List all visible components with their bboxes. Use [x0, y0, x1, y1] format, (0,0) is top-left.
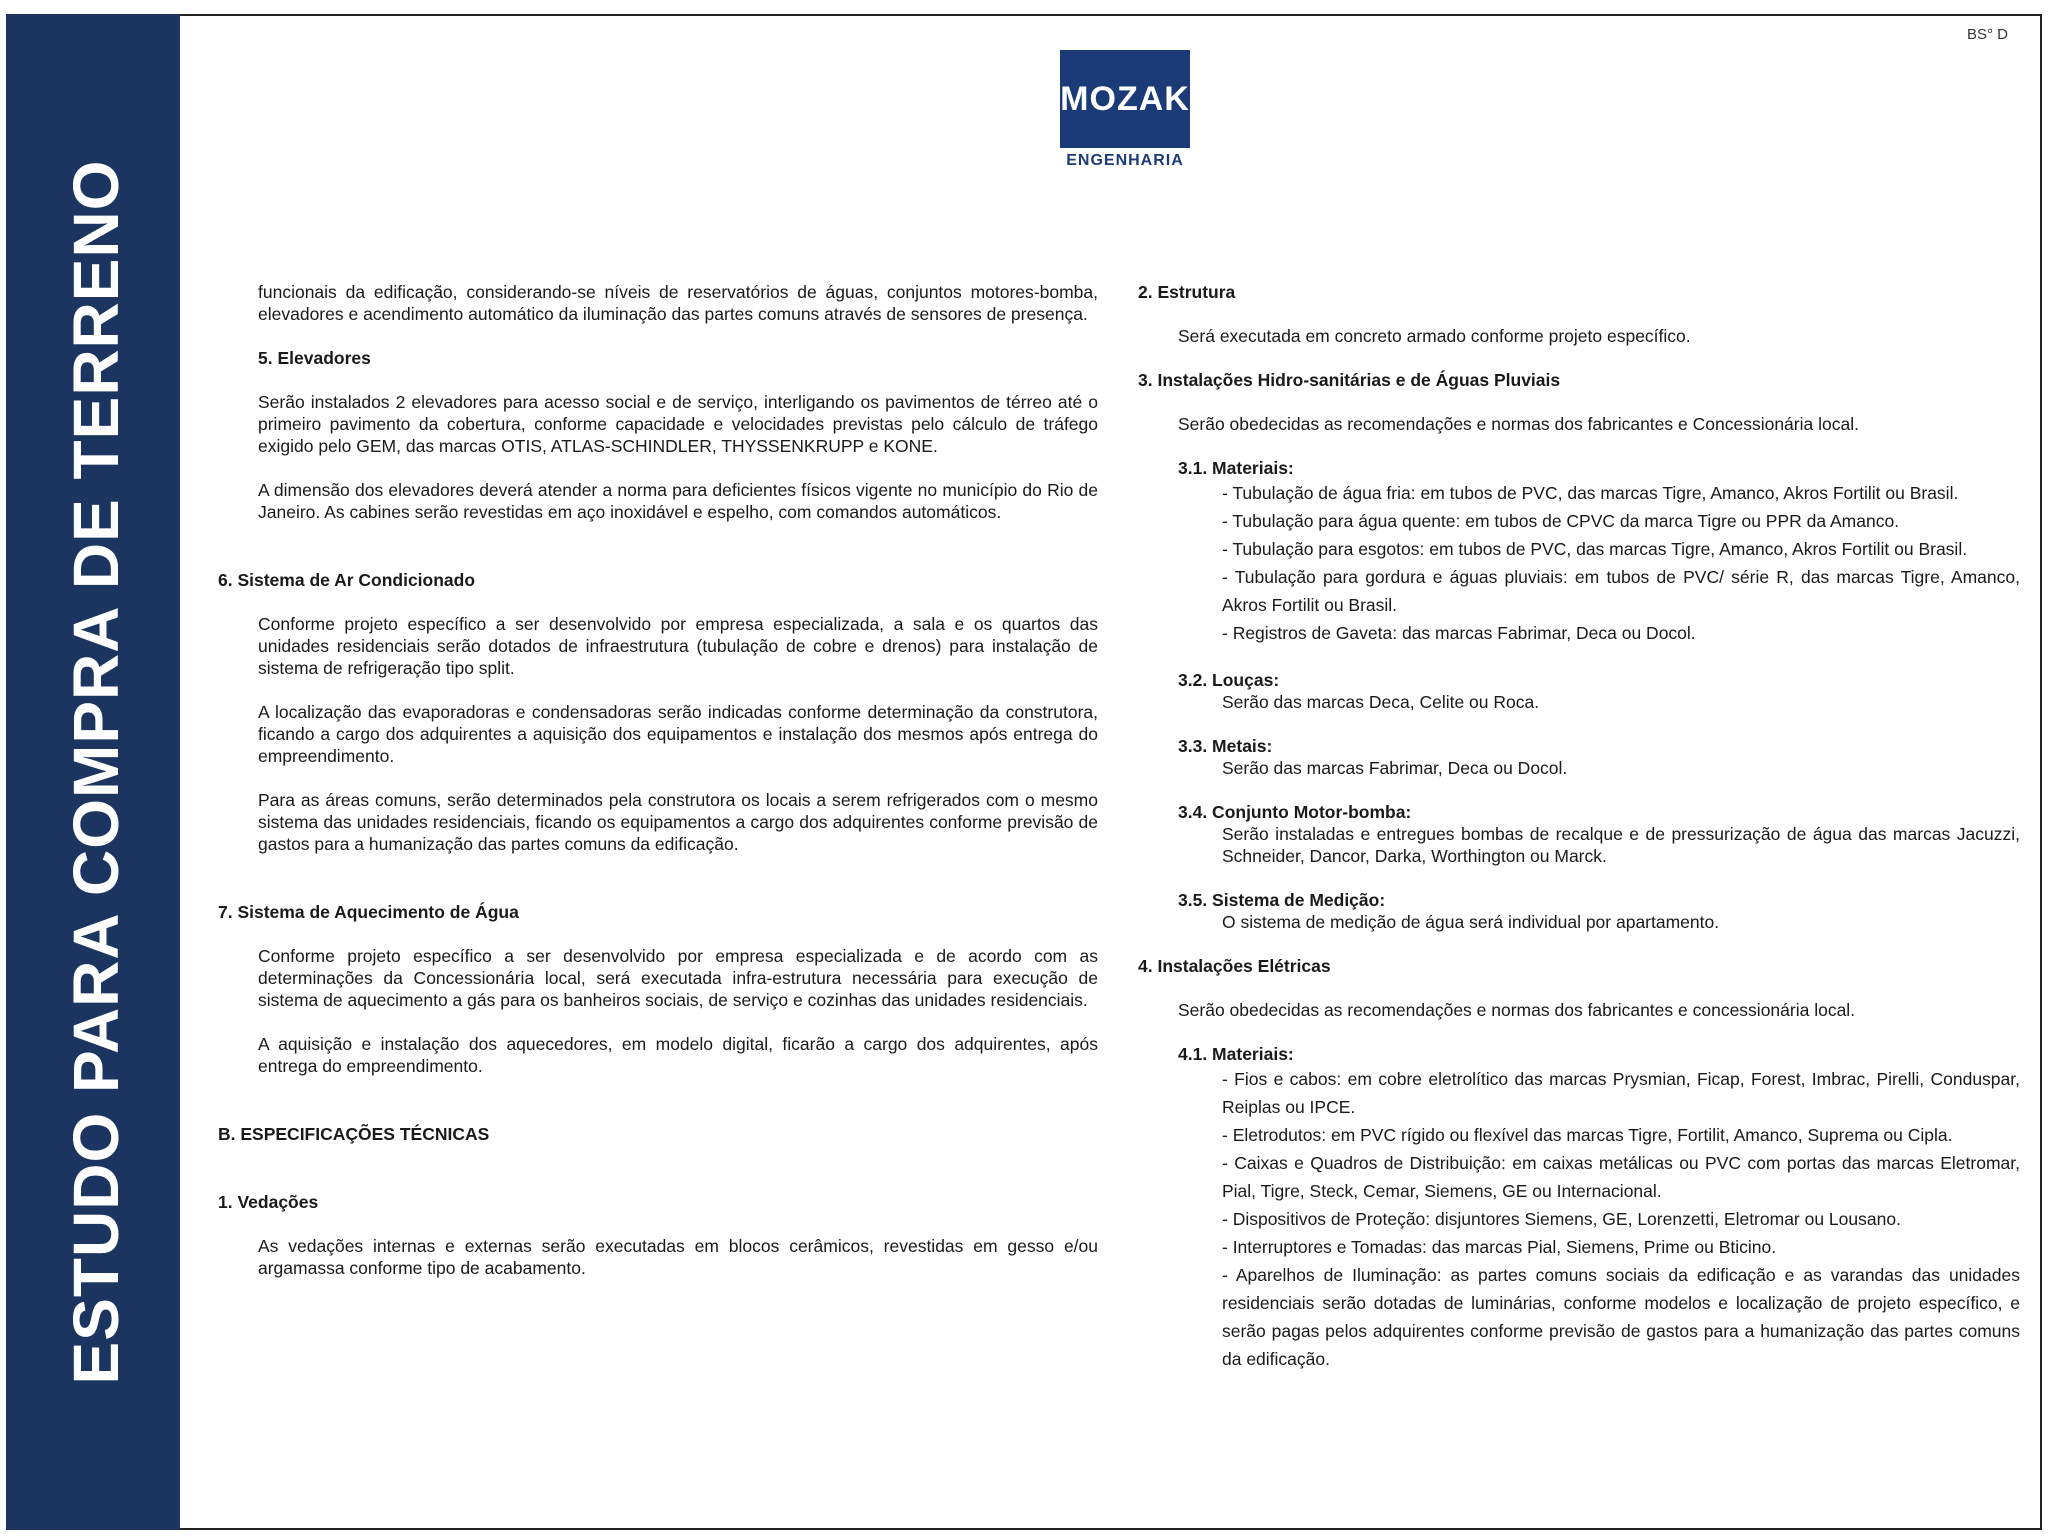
section-eletricas-title: 4. Instalações Elétricas — [1138, 956, 1331, 976]
intro-paragraph: funcionais da edificação, considerando-se níveis de reservatórios de águas, conjuntos motores-bomba, elevadores e acendimento automático da iluminação das partes comuns através de sensores de presença. — [258, 282, 1098, 324]
list-item: - Aparelhos de Iluminação: as partes comuns sociais da edificação e as varandas das unidades residenciais serão dotadas de luminárias, conforme modelos e localização de projeto específico, e serão pagas pelos adquirentes conforme previsão de gastos para a humanização das partes comuns da edificação. — [1222, 1265, 2020, 1369]
metais-title: 3.3. Metais: — [1178, 736, 1273, 756]
motor-bomba-title: 3.4. Conjunto Motor-bomba: — [1178, 802, 1412, 822]
hidro-sanitarias-paragraph: Serão obedecidas as recomendações e normas dos fabricantes e Concessionária local. — [1178, 414, 1859, 434]
logo-mark: MOZAK — [1060, 50, 1190, 148]
materiais-eletricos-list — [1138, 1065, 2020, 1373]
section-hidro-sanitarias-title: 3. Instalações Hidro-sanitárias e de Águas Pluviais — [1138, 370, 1561, 390]
materiais-hidro-title: 3.1. Materiais: — [1178, 458, 1294, 478]
medicao-text: O sistema de medição de água será individual por apartamento. — [1222, 912, 1720, 932]
list-item: - Registros de Gaveta: das marcas Fabrimar, Deca ou Docol. — [1222, 623, 1696, 643]
document-code: BS° D — [1966, 26, 2008, 43]
logo-subtitle: ENGENHARIA — [1066, 152, 1184, 169]
list-item: - Tubulação para esgotos: em tubos de PVC, das marcas Tigre, Amanco, Akros Fortilit ou Brasil. — [1222, 539, 1968, 559]
ar-condicionado-paragraph-2: A localização das evaporadoras e condensadoras serão indicadas conforme determinação da construtora, ficando a cargo dos adquirentes a aquisição dos equipamentos e instalação dos mesmos após entrega do empreendimento. — [258, 702, 1098, 766]
list-item: - Caixas e Quadros de Distribuição: em caixas metálicas ou PVC com portas das marcas Eletromar, Pial, Tigre, Steck, Cemar, Siemens, GE ou Internacional. — [1222, 1153, 2020, 1201]
list-item: - Tubulação para água quente: em tubos de CPVC da marca Tigre ou PPR da Amanco. — [1222, 511, 1900, 531]
section-ar-condicionado-title: 6. Sistema de Ar Condicionado — [218, 570, 476, 590]
list-item: - Fios e cabos: em cobre eletrolítico das marcas Prysmian, Ficap, Forest, Imbrac, Pirelli, Conduspar, Reiplas ou IPCE. — [1222, 1069, 2020, 1117]
section-aquecimento-title: 7. Sistema de Aquecimento de Água — [218, 902, 519, 922]
sidebar-title: ESTUDO PARA COMPRA DE TERRENO — [60, 159, 132, 1385]
list-item: - Interruptores e Tomadas: das marcas Pial, Siemens, Prime ou Bticino. — [1222, 1237, 1777, 1257]
elevadores-paragraph-2: A dimensão dos elevadores deverá atender a norma para deficientes físicos vigente no município do Rio de Janeiro. As cabines serão revestidas em aço inoxidável e espelho, com comandos automáticos. — [258, 480, 1098, 522]
materiais-eletricos-title: 4.1. Materiais: — [1178, 1044, 1294, 1064]
ar-condicionado-paragraph-1: Conforme projeto específico a ser desenvolvido por empresa especializada, a sala e os quartos das unidades residenciais serão dotados de infraestrutura (tubulação de cobre e drenos) para instalação de sistema de refrigeração tipo split. — [258, 614, 1098, 678]
sidebar-banner — [6, 14, 180, 1530]
ar-condicionado-paragraph-3: Para as áreas comuns, serão determinados pela construtora os locais a serem refrigerados com o mesmo sistema das unidades residenciais, ficando os equipamentos a cargo dos adquirentes conforme previsão de gastos para a humanização das partes comuns da edificação. — [258, 790, 1098, 854]
company-logo — [1060, 50, 1190, 170]
eletricas-paragraph: Serão obedecidas as recomendações e normas dos fabricantes e concessionária local. — [1178, 1000, 1856, 1020]
aquecimento-paragraph-2: A aquisição e instalação dos aquecedores, em modelo digital, ficarão a cargo dos adquirentes, após entrega do empreendimento. — [258, 1034, 1098, 1076]
vedacoes-paragraph: As vedações internas e externas serão executadas em blocos cerâmicos, revestidas em gesso e/ou argamassa conforme tipo de acabamento. — [258, 1236, 1098, 1278]
loucas-title: 3.2. Louças: — [1178, 670, 1280, 690]
section-estrutura-title: 2. Estrutura — [1138, 282, 1236, 302]
loucas-text: Serão das marcas Deca, Celite ou Roca. — [1222, 692, 1540, 712]
materiais-hidro-list — [1138, 479, 2020, 647]
list-item: - Dispositivos de Proteção: disjuntores Siemens, GE, Lorenzetti, Eletromar ou Lousano. — [1222, 1209, 1901, 1229]
right-column — [1138, 281, 2020, 1373]
elevadores-paragraph-1: Serão instalados 2 elevadores para acesso social e de serviço, interligando os pavimentos de térreo até o primeiro pavimento da cobertura, conforme capacidade e velocidades previstas pelo cálculo de tráfego exigido pelo GEM, das marcas OTIS, ATLAS-SCHINDLER, THYSSENKRUPP e KONE. — [258, 392, 1098, 456]
estrutura-paragraph: Será executada em concreto armado conforme projeto específico. — [1178, 326, 1691, 346]
list-item: - Tubulação para gordura e águas pluviais: em tubos de PVC/ série R, das marcas Tigre, Amanco, Akros Fortilit ou Brasil. — [1222, 567, 2020, 615]
section-especificacoes-title: B. ESPECIFICAÇÕES TÉCNICAS — [218, 1124, 490, 1144]
section-vedacoes-title: 1. Vedações — [218, 1192, 319, 1212]
aquecimento-paragraph-1: Conforme projeto específico a ser desenvolvido por empresa especializada e de acordo com as determinações da Concessionária local, será executada infra-estrutura necessária para execução de sistema de aquecimento a gás para os banheiros sociais, de serviço e cozinhas das unidades residenciais. — [258, 946, 1098, 1010]
section-elevadores-title: 5. Elevadores — [258, 348, 371, 368]
metais-text: Serão das marcas Fabrimar, Deca ou Docol. — [1222, 758, 1568, 778]
medicao-title: 3.5. Sistema de Medição: — [1178, 890, 1386, 910]
motor-bomba-text: Serão instaladas e entregues bombas de recalque e de pressurização de água das marcas Jacuzzi, Schneider, Dancor, Darka, Worthington ou Marck. — [1222, 824, 2020, 866]
list-item: - Eletrodutos: em PVC rígido ou flexível das marcas Tigre, Fortilit, Amanco, Suprema ou Cipla. — [1222, 1125, 1953, 1145]
list-item: - Tubulação de água fria: em tubos de PVC, das marcas Tigre, Amanco, Akros Fortilit ou Brasil. — [1222, 483, 1959, 503]
left-column — [218, 281, 1098, 1279]
